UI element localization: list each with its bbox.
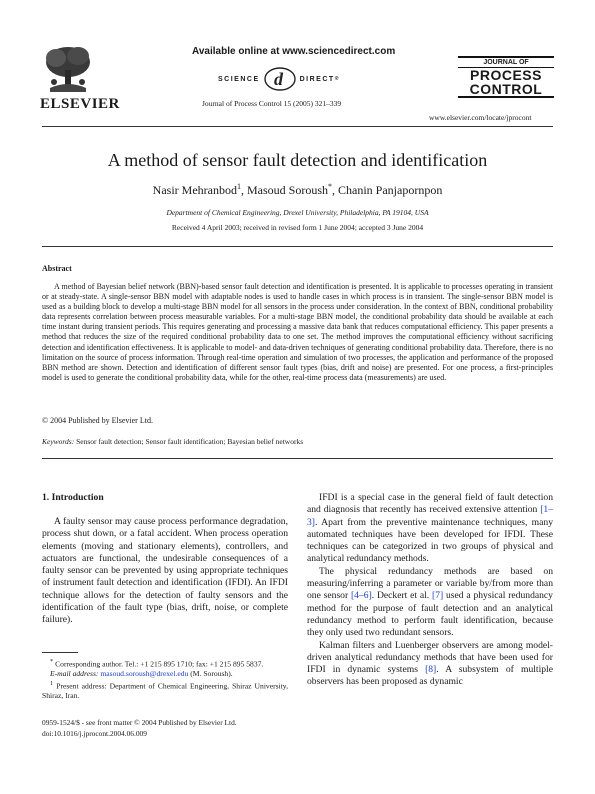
- text-run: . Apart from the preventive maintenance techniques, many automated techniques have been developed for IFDI. These techniques can be categorized in two groups of physical and analytical redundancy methods.: [307, 516, 553, 565]
- author-list: [42, 182, 553, 198]
- issn-line: 0959-1524/$ - see front matter © 2004 Published by Elsevier Ltd.: [42, 718, 237, 727]
- footnote-mark: *: [50, 658, 54, 665]
- doi-line[interactable]: doi:10.1016/j.jprocont.2004.06.009: [42, 729, 147, 738]
- elsevier-tree-logo: [42, 42, 94, 94]
- right-paragraph-2: [307, 566, 553, 640]
- text-run: . Deckert et al.: [371, 590, 432, 602]
- footnote-text: Present address: Department of Chemical Engineering, Shiraz University, Shiraz, Iran.: [42, 681, 288, 700]
- reference-link[interactable]: [7]: [432, 590, 444, 602]
- author-mark: *: [328, 182, 332, 191]
- left-column-body: [42, 516, 288, 627]
- keywords-line: [42, 437, 303, 446]
- footnote-rule: [42, 652, 78, 653]
- title-rule: [42, 246, 553, 247]
- author-name: Nasir Mehranbod: [152, 183, 237, 197]
- journal-logo-line2: PROCESS: [470, 67, 542, 83]
- right-column-body: [307, 492, 553, 689]
- footnote-present-address: [42, 679, 288, 701]
- author-mark: 1: [236, 182, 241, 191]
- sciencedirect-d-icon: [263, 66, 297, 92]
- svg-text:d: d: [273, 69, 285, 89]
- abstract-rule: [42, 458, 553, 459]
- footnotes: [42, 657, 288, 700]
- text-run: IFDI is a special case in the general field of fault detection and diagnosis that recently has received extensive attention: [307, 492, 553, 516]
- email-link[interactable]: masoud.soroush@drexel.edu: [100, 669, 189, 679]
- article-title: A method of sensor fault detection and identification: [107, 150, 488, 170]
- abstract-heading: Abstract: [42, 264, 72, 273]
- reference-link[interactable]: [4–6]: [350, 590, 372, 602]
- footnote-text: Corresponding author. Tel.: +1 215 895 1710; fax: +1 215 895 5837.: [55, 659, 264, 669]
- author-sep: ,: [332, 183, 338, 197]
- reference-link[interactable]: [8]: [425, 664, 437, 676]
- text-run: The physical redundancy methods are based on measuring/inferring a parameter or variable by/from more than one sensor: [307, 565, 553, 602]
- author-1: [153, 183, 247, 197]
- keywords-label: Keywords:: [42, 437, 75, 446]
- text-run: Kalman filters and Luenberger observers are among model-driven analytical redundancy methods that have been used for IFDI in dynamic systems: [307, 639, 553, 676]
- keywords-text: Sensor fault detection; Sensor fault identification; Bayesian belief networks: [76, 437, 304, 446]
- publisher-name: ELSEVIER: [40, 96, 120, 112]
- author-name: Chanin Panjapornpon: [338, 183, 443, 197]
- journal-logo-line1: JOURNAL OF: [458, 56, 554, 68]
- email-label: E-mail address:: [50, 669, 99, 679]
- text-run: used a physical redundancy method for the purpose of fault detection and an analytical redundancy method to perform fault identification, because they only used two redundant sensors.: [307, 590, 553, 639]
- abstract-copyright: © 2004 Published by Elsevier Ltd.: [42, 416, 153, 425]
- footnote-email: [42, 669, 288, 679]
- footnote-corresponding: [42, 657, 288, 669]
- intro-paragraph-1: A faulty sensor may cause process performance degradation, process shut down, or a fatal accident. When process operation elements (moving and stationary elements), controllers, and actuators are functional, the undesirable consequences of a faulty sensor can be prevented by using appropriate techniques of instrument fault detection and identification (IFDI). An IFDI technique allows for the detection of faulty sensors and the identification of the fault type (bias, drift, noise, or complete failure).: [42, 516, 288, 626]
- author-3: [338, 183, 442, 197]
- email-suffix: (M. Soroush).: [190, 669, 233, 679]
- affiliation: Department of Chemical Engineering, Drexel University, Philadelphia, PA 19104, USA: [166, 208, 429, 217]
- sciencedirect-right: DIRECT: [299, 75, 335, 83]
- sciencedirect-mark: ®: [334, 76, 340, 82]
- author-name: Masoud Soroush: [246, 183, 328, 197]
- footnote-mark: 1: [50, 679, 54, 687]
- journal-citation: Journal of Process Control 15 (2005) 321–339: [202, 99, 342, 108]
- author-sep: ,: [240, 183, 247, 197]
- header-rule: [42, 126, 553, 127]
- abstract-body: A method of Bayesian belief network (BBN)-based sensor fault detection and identification is presented. It is applicable to processes operating in transient or at steady-state. A single-sensor BBN model with adaptable nodes is used to handle cases in which process is in transient. The single-sensor BBN model is used as a building block to develop a multi-stage BBN model for all sensors in the process under consideration. In the context of BBN, conditional probability data represents correlation between process measurable variables. For a multi-stage BBN model, the conditional probability data should be available at each time instant during transient periods. This requires generating and processing a massive data bank that reduces computational efficiency. This paper presents a method that reduces the size of the required conditional probability data to one set. The method improves the computational efficiency without sacrificing detection and identification effectiveness. It is applicable to model- and data-driven techniques of generating conditional probability data. Therefore, there is no limitation on the source of process information. Through real-time operation and simulation of two processes, the application and performance of the proposed BBN method are shown. Detection and identification of different sensor fault types (bias, drift and noise) are presented. For one process, a first-principles model is used to generate the conditional probability data, while for the other, real-time process data (measurements) are used.: [42, 282, 553, 382]
- text-run: . A subsystem of multiple observers has been proposed as dynamic: [307, 664, 553, 688]
- section-heading-introduction: 1. Introduction: [42, 492, 104, 503]
- sciencedirect-left: SCIENCE: [218, 75, 260, 83]
- received-dates: Received 4 April 2003; received in revised form 1 June 2004; accepted 3 June 2004: [171, 223, 424, 232]
- reference-link[interactable]: [1–3]: [307, 504, 553, 528]
- journal-logo: [458, 56, 554, 98]
- available-online-text: Available online at www.sciencedirect.com: [192, 46, 396, 57]
- journal-website[interactable]: www.elsevier.com/locate/jprocont: [429, 113, 532, 122]
- right-paragraph-3: [307, 640, 553, 689]
- author-2: [247, 183, 338, 197]
- sciencedirect-logo: [218, 66, 340, 92]
- right-paragraph-1: [307, 492, 553, 566]
- journal-logo-line3: CONTROL: [458, 82, 554, 98]
